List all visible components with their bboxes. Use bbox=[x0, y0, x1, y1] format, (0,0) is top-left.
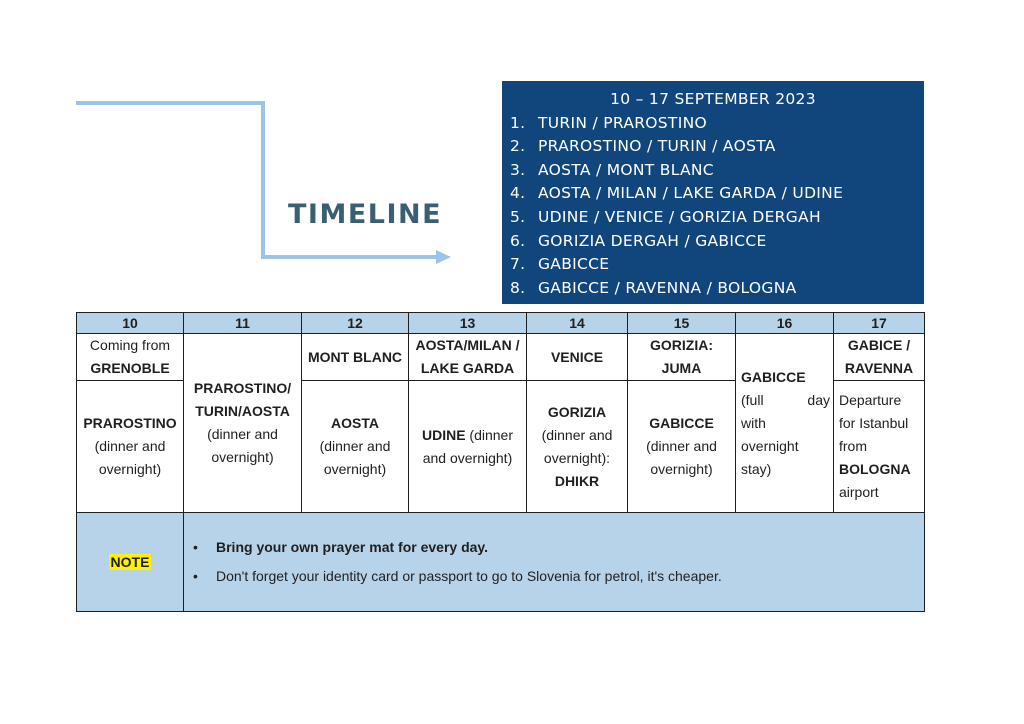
cell-day16 bbox=[736, 334, 834, 513]
day-header-row bbox=[77, 313, 925, 334]
itinerary-item bbox=[502, 253, 924, 277]
activity-name: DHIKR bbox=[554, 472, 600, 489]
day-header: 14 bbox=[527, 313, 628, 334]
itinerary-number: 2. bbox=[510, 137, 526, 156]
cell-day14-stay bbox=[527, 381, 628, 513]
cell-day11 bbox=[184, 334, 302, 513]
place-name: GABICCE bbox=[649, 415, 714, 431]
note-label-cell bbox=[77, 513, 184, 612]
itinerary-list bbox=[502, 112, 924, 301]
itinerary-route: AOSTA / MONT BLANC bbox=[538, 160, 714, 179]
stay-note: (dinner and overnight) bbox=[646, 438, 717, 477]
place-name: UDINE bbox=[421, 426, 466, 443]
note-list bbox=[187, 533, 921, 591]
itinerary-number: 7. bbox=[510, 255, 526, 274]
day-header: 12 bbox=[302, 313, 409, 334]
itinerary-number: 6. bbox=[510, 231, 526, 250]
itinerary-item bbox=[502, 206, 924, 230]
place-name: AOSTA bbox=[331, 415, 379, 431]
cell-day17-top: GABICE / RAVENNA bbox=[834, 334, 925, 381]
activity-row bbox=[77, 334, 925, 381]
stay-note-word: day bbox=[807, 391, 830, 408]
cell-day13-stay bbox=[409, 381, 527, 513]
departure-line: for Istanbul bbox=[839, 415, 909, 431]
itinerary-number: 3. bbox=[510, 160, 526, 179]
note-text: Bring your own prayer mat for every day. bbox=[216, 539, 489, 555]
itinerary-item bbox=[502, 277, 924, 301]
note-text: Don't forget your identity card or passport to go to Slovenia for petrol, it's cheaper. bbox=[216, 568, 722, 584]
note-row bbox=[77, 513, 925, 612]
itinerary-box bbox=[502, 81, 924, 304]
day-header: 16 bbox=[736, 313, 834, 334]
departure-line: Departure bbox=[839, 392, 902, 408]
departure-airport: BOLOGNA bbox=[839, 461, 911, 477]
timeline-table bbox=[76, 312, 925, 612]
itinerary-item bbox=[502, 159, 924, 183]
note-content-cell bbox=[184, 513, 925, 612]
itinerary-item bbox=[502, 135, 924, 159]
itinerary-dates: 10 – 17 SEPTEMBER 2023 bbox=[610, 90, 816, 108]
stay-note: (dinner and overnight) bbox=[207, 426, 278, 465]
itinerary-route: GABICCE bbox=[538, 255, 610, 274]
departure-line: from bbox=[839, 438, 867, 454]
cell-day14-top: VENICE bbox=[527, 334, 628, 381]
stay-note: (dinner and overnight) bbox=[94, 438, 166, 477]
stay-note-line: with bbox=[741, 414, 766, 431]
page-title: TIMELINE bbox=[288, 199, 443, 230]
departure-line: airport bbox=[839, 484, 879, 500]
day-header: 13 bbox=[409, 313, 527, 334]
itinerary-number: 1. bbox=[510, 113, 526, 132]
cell-day10-top bbox=[77, 334, 184, 381]
stay-note: (dinner and overnight) bbox=[319, 438, 391, 477]
place-name: GORIZIA bbox=[547, 403, 607, 420]
itinerary-item bbox=[502, 182, 924, 206]
stay-note-line: overnight bbox=[741, 437, 799, 454]
stay-note-word: (full bbox=[741, 391, 764, 408]
cell-day17-departure bbox=[834, 381, 925, 513]
cell-day15-top: GORIZIA: JUMA bbox=[628, 334, 736, 381]
itinerary-number: 8. bbox=[510, 278, 526, 297]
itinerary-route: GABICCE / RAVENNA / BOLOGNA bbox=[538, 278, 797, 297]
day-header: 11 bbox=[184, 313, 302, 334]
day-header: 17 bbox=[834, 313, 925, 334]
note-item bbox=[191, 562, 921, 591]
day-header: 10 bbox=[77, 313, 184, 334]
cell-day13-top: AOSTA/MILAN / LAKE GARDA bbox=[409, 334, 527, 381]
itinerary-item bbox=[502, 230, 924, 254]
cell-day10-stay bbox=[77, 381, 184, 513]
stay-note: (dinner and overnight): bbox=[541, 426, 613, 466]
cell-day15-stay bbox=[628, 381, 736, 513]
arrival-city: GRENOBLE bbox=[90, 360, 170, 376]
itinerary-route: UDINE / VENICE / GORIZIA DERGAH bbox=[538, 207, 821, 226]
itinerary-item bbox=[502, 112, 924, 136]
place-name: GABICCE bbox=[741, 368, 806, 385]
itinerary-route: AOSTA / MILAN / LAKE GARDA / UDINE bbox=[538, 184, 844, 203]
stay-note-line: stay) bbox=[741, 460, 772, 477]
place-name: PRAROSTINO/ TURIN/AOSTA bbox=[193, 380, 292, 419]
note-label: NOTE bbox=[110, 553, 150, 570]
arrival-text: Coming from bbox=[89, 337, 171, 353]
itinerary-number: 4. bbox=[510, 184, 526, 203]
place-name: PRAROSTINO bbox=[83, 415, 177, 431]
stay-note-line bbox=[741, 389, 830, 412]
itinerary-number: 5. bbox=[510, 207, 526, 226]
itinerary-route: PRAROSTINO / TURIN / AOSTA bbox=[538, 137, 776, 156]
itinerary-route: TURIN / PRAROSTINO bbox=[538, 113, 707, 132]
itinerary-route: GORIZIA DERGAH / GABICCE bbox=[538, 231, 767, 250]
note-item bbox=[191, 533, 921, 562]
day-header: 15 bbox=[628, 313, 736, 334]
cell-day12-stay bbox=[302, 381, 409, 513]
stay-note: (dinner and overnight) bbox=[422, 426, 514, 466]
cell-day12-top: MONT BLANC bbox=[302, 334, 409, 381]
